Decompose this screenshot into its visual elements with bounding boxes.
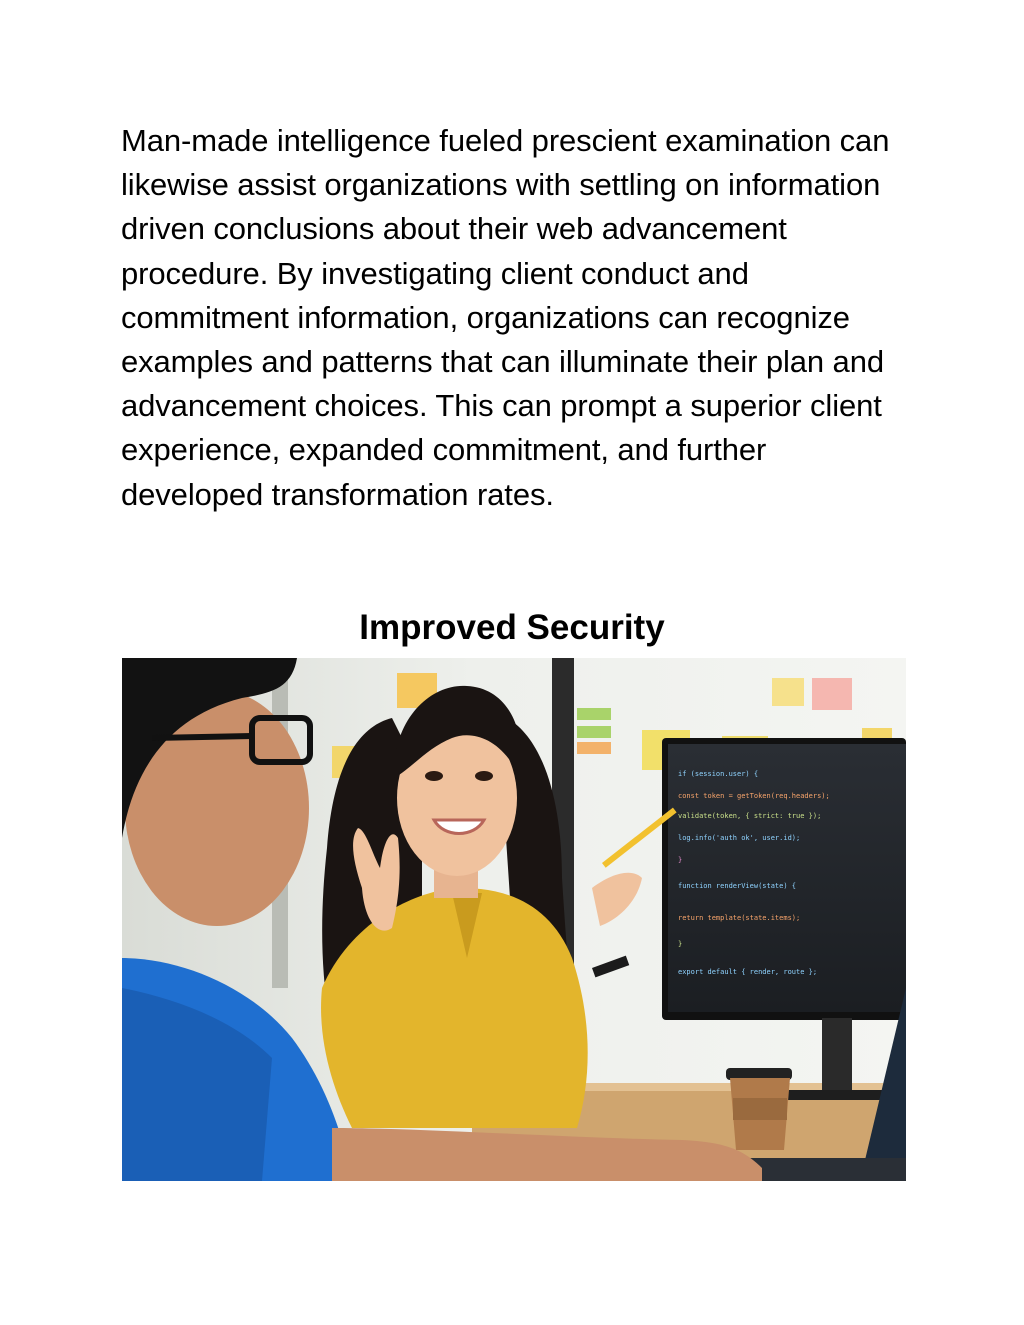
sticky-note [772,678,804,706]
code-line: } [678,856,683,864]
code-line: if (session.user) { [678,770,759,778]
code-line: function renderView(state) { [678,882,797,890]
sticky-note [812,678,852,710]
office-photo [122,658,906,1181]
sticky-note [577,726,611,738]
code-line: } [678,940,683,948]
monitor-stand [822,1018,852,1098]
body-paragraph: Man-made intelligence fueled prescient examination can likewise assist organizations with settling on information driven conclusions about their web advancement procedure. By investigating client conduct and commitment information, organizations can recognize examples and patterns that can illuminate their plan and advancement choices. This can prompt a superior client experience, expanded commitment, and further developed transformation rates. [121,123,890,512]
sticky-note [577,742,611,754]
code-line: log.info('auth ok', user.id); [678,834,801,842]
coffee-cup [726,1068,792,1150]
sticky-note [577,708,611,720]
code-line: export default { render, route }; [678,968,818,976]
code-line: validate(token, { strict: true }); [678,812,822,820]
section-heading: Improved Security [359,608,665,647]
code-line: return template(state.items); [678,914,801,922]
code-line: const token = getToken(req.headers); [678,792,830,800]
